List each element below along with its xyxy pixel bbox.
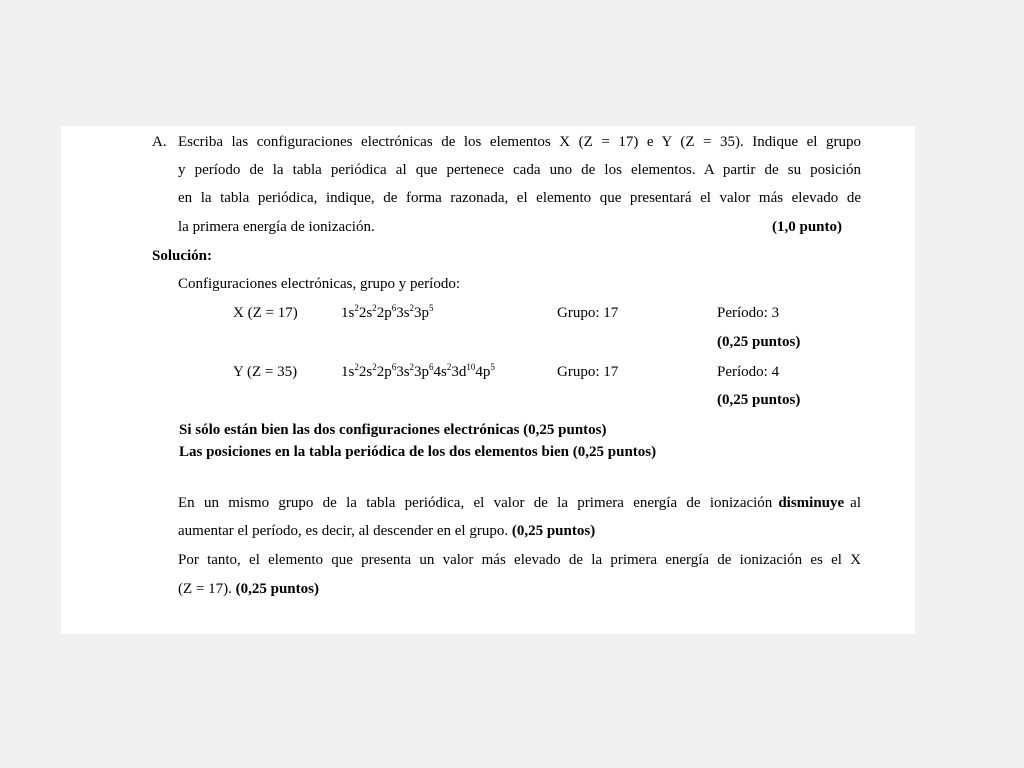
orbital-4: 3p: [414, 305, 430, 321]
orbital-3: 3s: [396, 305, 410, 321]
orbital-6-electrons: 10: [466, 362, 476, 372]
element-y-configuration: [341, 363, 495, 381]
element-y-period: Período: 4: [717, 364, 780, 380]
grading-note-positions: Las posiciones en la tabla periódica de los dos elementos bien (0,25 puntos): [179, 444, 657, 460]
orbital-7: 4p: [475, 364, 491, 380]
orbital-2-electrons: 6: [391, 303, 397, 313]
element-y-group: Grupo: 17: [557, 364, 619, 380]
explanation-line-2: [178, 522, 595, 540]
orbital-0-electrons: 2: [354, 303, 359, 313]
conclusion-line-2-text: (Z = 17).: [178, 581, 232, 597]
orbital-5-electrons: 2: [446, 362, 452, 372]
question-line-2: y período de la tabla periódica al que pertenece cada uno de los elementos. A partir de su posición: [178, 162, 861, 178]
orbital-1: 2s: [358, 364, 373, 380]
explanation-line-1-text: En un mismo grupo de la tabla periódica, el valor de la primera energía de ionización: [178, 495, 773, 511]
orbital-2: 2p: [376, 305, 392, 321]
element-y-points: (0,25 puntos): [717, 392, 801, 408]
conclusion-line-2-points: (0,25 puntos): [235, 581, 319, 597]
orbital-0: 1s: [341, 364, 355, 380]
explanation-keyword-disminuye: disminuye: [778, 495, 845, 511]
explanation-line-1: [178, 494, 861, 512]
document-page: [61, 126, 915, 634]
question-line-1: Escriba las configuraciones electrónicas de los elementos X (Z = 17) e Y (Z = 35). Indique el grupo: [178, 134, 861, 150]
orbital-4-electrons: 6: [429, 362, 434, 372]
orbital-2-electrons: 6: [391, 362, 397, 372]
question-line-3: en la tabla periódica, indique, de forma razonada, el elemento que presentará el valor más elevado de: [178, 190, 861, 206]
solution-heading: Solución:: [152, 248, 213, 264]
element-y-label: Y (Z = 35): [233, 364, 298, 380]
element-x-group: Grupo: 17: [557, 305, 619, 321]
orbital-4: 3p: [414, 364, 430, 380]
orbital-0: 1s: [341, 305, 355, 321]
element-x-label: X (Z = 17): [233, 305, 298, 321]
explanation-line-2-points: (0,25 puntos): [511, 523, 596, 539]
question-letter: A.: [152, 134, 167, 150]
question-points: (1,0 punto): [772, 219, 843, 235]
grading-note-configurations: Si sólo están bien las dos configuraciones electrónicas (0,25 puntos): [179, 422, 607, 438]
orbital-7-electrons: 5: [490, 362, 495, 372]
conclusion-line-2: [178, 580, 319, 598]
orbital-3: 3s: [396, 364, 410, 380]
orbital-6: 3d: [451, 364, 467, 380]
orbital-1-electrons: 2: [372, 362, 377, 372]
solution-intro: Configuraciones electrónicas, grupo y período:: [178, 276, 460, 292]
element-x-points: (0,25 puntos): [717, 334, 801, 350]
question-line-4: la primera energía de ionización.: [178, 219, 375, 235]
orbital-1: 2s: [358, 305, 373, 321]
orbital-3-electrons: 2: [409, 303, 415, 313]
explanation-line-2-text: aumentar el período, es decir, al descender en el grupo.: [178, 523, 509, 539]
orbital-5: 4s: [433, 364, 447, 380]
orbital-1-electrons: 2: [372, 303, 377, 313]
conclusion-line-1: Por tanto, el elemento que presenta un valor más elevado de la primera energía de ionización es el X: [178, 552, 861, 568]
explanation-line-1-end: al: [850, 495, 861, 511]
element-x-period: Período: 3: [717, 305, 780, 321]
orbital-2: 2p: [376, 364, 392, 380]
orbital-0-electrons: 2: [354, 362, 359, 372]
element-x-configuration: [341, 304, 434, 322]
orbital-4-electrons: 5: [429, 303, 434, 313]
orbital-3-electrons: 2: [409, 362, 415, 372]
